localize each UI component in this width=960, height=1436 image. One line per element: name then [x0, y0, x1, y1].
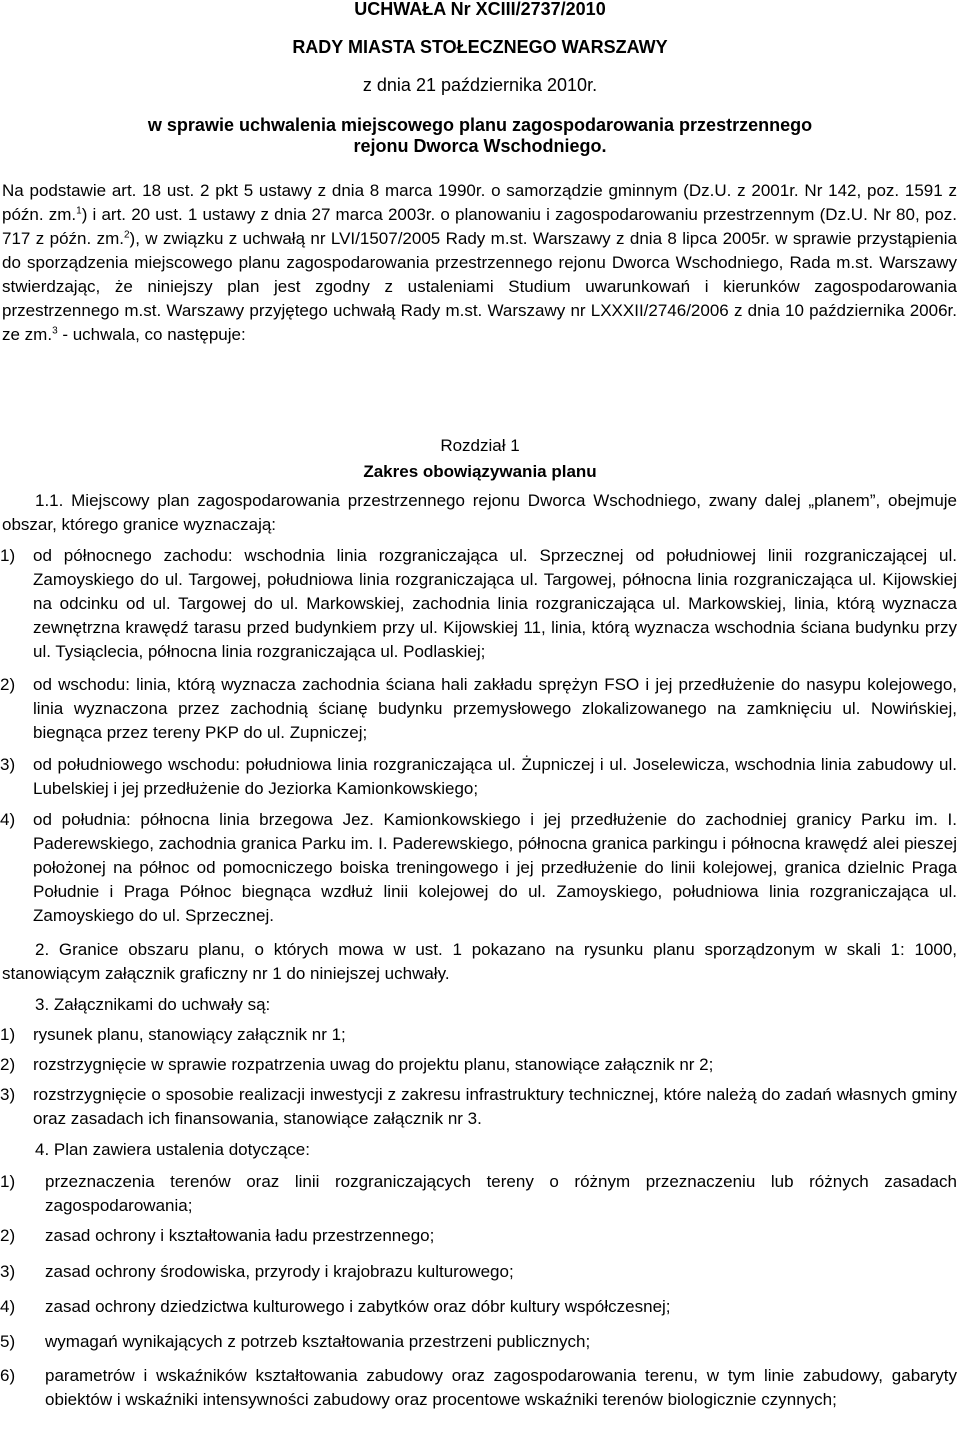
attachment-item: [0, 1083, 957, 1131]
provision-number: 2): [0, 1226, 16, 1245]
subject-line-2: rejonu Dworca Wschodniego.: [353, 136, 607, 156]
attachment-number: 2): [0, 1055, 16, 1074]
chapter-title: Zakres obowiązywania planu: [363, 462, 597, 481]
attachment-item: [0, 1053, 957, 1077]
subject-line-1: w sprawie uchwalenia miejscowego planu zagospodarowania przestrzennego: [147, 115, 813, 135]
provision-number: 6): [0, 1366, 16, 1385]
provision-item: [0, 1260, 957, 1284]
attachment-number: 1): [0, 1025, 16, 1044]
boundary-item: [0, 808, 957, 928]
council-name: RADY MIASTA STOŁECZNEGO WARSZAWY: [292, 37, 668, 57]
provision-text: zasad ochrony i kształtowania ładu przestrzennego;: [45, 1226, 435, 1245]
provision-text: zasad ochrony środowiska, przyrody i krajobrazu kulturowego;: [45, 1262, 514, 1281]
boundary-number: 3): [0, 755, 16, 774]
chapter-label: Rozdział 1: [440, 436, 520, 455]
attachment-number: 3): [0, 1085, 16, 1104]
resolution-date: z dnia 21 października 2010r.: [362, 75, 598, 95]
section-3: 3. Załącznikami do uchwały są:: [35, 995, 271, 1014]
preamble-text-1: Na podstawie art. 18 ust. 2 pkt 5 ustawy z dnia 8 marca 1990r. o samorządzie gminnym (Dz.U. z 2001r. Nr 142, poz. 1591 z późn. zm.: [2, 181, 957, 224]
boundary-number: 1): [0, 546, 16, 565]
footnote-ref-1: 1: [76, 205, 82, 217]
provision-item: [0, 1170, 957, 1218]
boundary-number: 2): [0, 675, 16, 694]
provision-number: 3): [0, 1262, 16, 1281]
preamble-text-4: - uchwala, co następuje:: [57, 325, 246, 344]
boundary-text: od wschodu: linia, którą wyznacza zachodnia ściana hali zakładu sprężyn FSO i jej przedłużenie do nasypu kolejowego, linia wyznaczona przez zachodnią ścianę budynku przemysłowego zlokalizowanego na zamknięciu ul. Nowińskiej, biegnąca przez tereny PKP do ul. Zupniczej;: [33, 675, 957, 742]
provision-number: 5): [0, 1332, 16, 1351]
footnote-ref-3: 3: [52, 325, 58, 337]
provision-text: przeznaczenia terenów oraz linii rozgraniczających tereny o różnym przeznaczeniu lub różnych zasadach zagospodarowania;: [45, 1172, 957, 1215]
boundary-number: 4): [0, 810, 16, 829]
provision-number: 4): [0, 1297, 16, 1316]
provision-text: wymagań wynikających z potrzeb kształtowania przestrzeni publicznych;: [45, 1332, 591, 1351]
attachment-text: rysunek planu, stanowiący załącznik nr 1;: [33, 1025, 346, 1044]
provision-text: parametrów i wskaźników kształtowania zabudowy oraz zagospodarowania terenu, w tym linie zabudowy, gabaryty obiektów i wskaźniki intensywności zabudowy oraz procentowe wskaźniki terenów biologicznie czynnych;: [45, 1366, 957, 1409]
boundary-item: [0, 544, 957, 664]
attachment-text: rozstrzygnięcie o sposobie realizacji inwestycji z zakresu infrastruktury technicznej, które należą do zadań własnych gminy oraz zasadach ich finansowania, stanowiące załącznik nr 3.: [33, 1085, 957, 1128]
resolution-title: UCHWAŁA Nr XCIII/2737/2010: [354, 0, 606, 19]
attachment-item: [0, 1023, 957, 1047]
provision-number: 1): [0, 1172, 16, 1191]
provision-item: [0, 1295, 957, 1319]
provision-text: zasad ochrony dziedzictwa kulturowego i zabytków oraz dóbr kultury współczesnej;: [45, 1297, 671, 1316]
section-1-1: 1.1. Miejscowy plan zagospodarowania przestrzennego rejonu Dworca Wschodniego, zwany dalej „planem”, obejmuje obszar, którego granice wyznaczają:: [2, 491, 957, 534]
boundary-text: od południa: północna linia brzegowa Jez. Kamionkowskiego i jej przedłużenie do zachodniej granicy Parku im. I. Paderewskiego, zachodnia granica Parku im. I. Paderewskiego, północna granica parkingu i północna krawędź alei pieszej położonej na północ od pomocniczego boiska treningowego i jej przedłużenie do linii kolejowej, granica dzielnic Praga Południe i Praga Północ biegnąca wzdłuż linii kolejowej do ul. Zamoyskiego, południowa linia rozgraniczająca ul. Zamoyskiego do ul. Sprzecznej.: [33, 810, 957, 925]
preamble-paragraph: [2, 179, 957, 347]
provision-item: [0, 1330, 957, 1354]
provision-item: [0, 1224, 957, 1248]
boundary-item: [0, 673, 957, 745]
section-2: 2. Granice obszaru planu, o których mowa w ust. 1 pokazano na rysunku planu sporządzonym w skali 1: 1000, stanowiącym załącznik graficzny nr 1 do niniejszej uchwały.: [2, 940, 957, 983]
attachment-text: rozstrzygnięcie w sprawie rozpatrzenia uwag do projektu planu, stanowiące załącznik nr 2;: [33, 1055, 714, 1074]
boundary-text: od południowego wschodu: południowa linia rozgraniczająca ul. Żupniczej i ul. Joselewicza, wschodnia linia zabudowy ul. Lubelskiej i jej przedłużenie do Jeziorka Kamionkowskiego;: [33, 755, 957, 798]
provision-item: [0, 1364, 957, 1412]
boundary-text: od północnego zachodu: wschodnia linia rozgraniczająca ul. Sprzecznej od południowej linii rozgraniczającej ul. Zamoyskiego do ul. Targowej, południowa linia rozgraniczająca ul. Targowej, północna linia rozgraniczająca ul. Kijowskiej na odcinku od ul. Targowej do ul. Markowskiej, zachodnia linia rozgraniczająca ul. Markowskiej, linia, którą wyznacza zewnętrzna krawędź tarasu przed budynkiem przy ul. Kijowskiej 11, linia, którą wyznacza wschodnia ściana budynku przy ul. Tysiąclecia, północna linia rozgraniczająca ul. Podlaskiej;: [33, 546, 957, 661]
preamble-text-2: ) i art. 20 ust. 1 ustawy z dnia 27 marca 2003r. o planowaniu i zagospodarowaniu przestrzennym (Dz.U. Nr 80, poz. 717 z późn. zm.: [2, 205, 957, 248]
footnote-ref-2: 2: [123, 229, 130, 241]
preamble-text-3: ), w związku z uchwałą nr LVI/1507/2005 Rady m.st. Warszawy z dnia 8 lipca 2005r. w sprawie przystąpienia do sporządzenia miejscowego planu zagospodarowania przestrzennego rejonu Dworca Wschodniego, Rada m.st. Warszawy stwierdzając, że niniejszy plan jest zgodny z ustaleniami Studium uwarunkowań i kierunków zagospodarowania przestrzennego m.st. Warszawy przyjętego uchwałą Rady m.st. Warszawy nr LXXXII/2746/2006 z dnia 10 października 2006r. ze zm.: [2, 229, 957, 344]
section-4: 4. Plan zawiera ustalenia dotyczące:: [35, 1140, 310, 1159]
boundary-item: [0, 753, 957, 801]
